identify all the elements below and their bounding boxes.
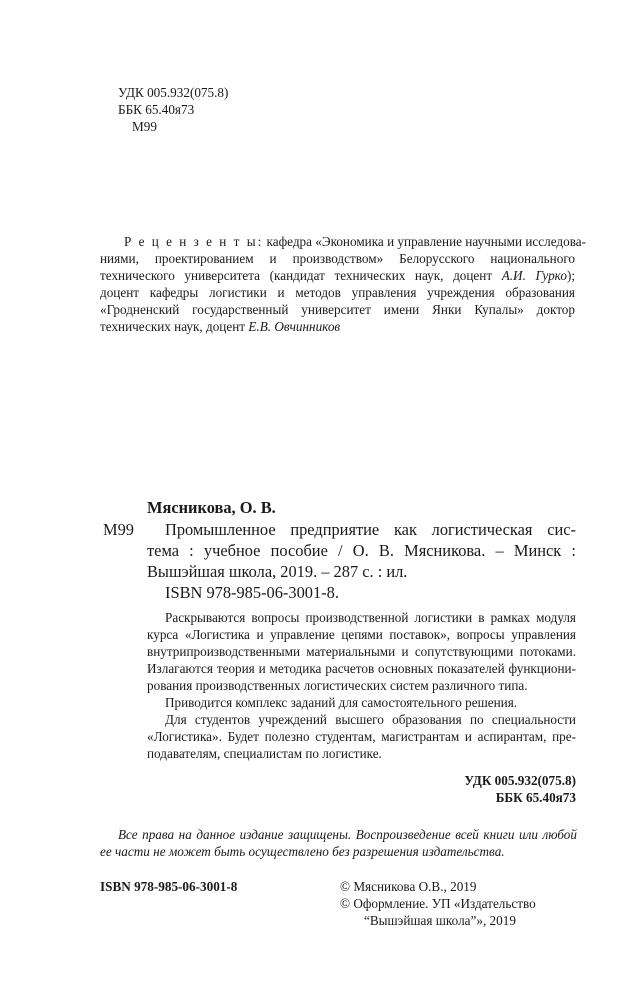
- bbk-code-bottom: ББК 65.40я73: [495, 790, 576, 805]
- bibliographic-record: [147, 519, 576, 603]
- annotation-p3-line-3: подавателям, специалистам по логистике.: [147, 746, 382, 761]
- footer-copyright: [340, 878, 536, 929]
- annotation-p1-line-2: курса «Логистика и управление цепями поставок», вопросы управления: [147, 627, 576, 642]
- annotation-p1-line-5: рования производственных логистических систем различного типа.: [147, 678, 528, 693]
- udk-code-bottom: УДК 005.932(075.8): [464, 773, 576, 788]
- annotation-p2: Приводится комплекс заданий для самостоятельного решения.: [165, 695, 518, 710]
- bibliographic-isbn: ISBN 978-985-06-3001-8.: [165, 583, 339, 602]
- copyright-design: © Оформление. УП «Издательство: [340, 896, 536, 911]
- bibliographic-line-1: Промышленное предприятие как логистическая сис-: [165, 520, 576, 539]
- copyright-author: © Мясникова О.В., 2019: [340, 879, 477, 894]
- reviewers-block: [100, 233, 586, 335]
- reviewers-line-1: Р е ц е н з е н т ы: кафедра «Экономика и управление научными исследова-: [124, 234, 586, 249]
- reviewer-name-gurko: А.И. Гурко: [501, 268, 567, 283]
- top-codes: [118, 84, 228, 135]
- reviewers-line-3: технического университета (кандидат технических наук, доцент А.И. Гурко);: [100, 268, 575, 283]
- bibliographic-line-2: тема : учебное пособие / О. В. Мясникова. – Минск :: [147, 541, 576, 560]
- bbk-code-top: ББК 65.40я73: [118, 102, 195, 117]
- reviewers-line-5: «Гродненский государственный университет имени Янки Купалы» доктор: [100, 302, 575, 317]
- reviewers-label: Р е ц е н з е н т ы:: [124, 234, 264, 249]
- author-mark-top: М99: [132, 119, 157, 134]
- bibliographic-mark: М99: [103, 520, 134, 539]
- copyright-publisher: “Вышэйшая школа”», 2019: [364, 913, 516, 928]
- annotation-p1-line-4: Излагаются теория и методика расчетов основных показателей функциони-: [147, 661, 576, 676]
- footer-isbn: ISBN 978-985-06-3001-8: [100, 879, 238, 894]
- rights-notice: [100, 826, 577, 860]
- annotation-block: [147, 609, 576, 762]
- reviewer-name-ovchinnikov: Е.В. Овчинников: [248, 319, 341, 334]
- bottom-codes: [464, 772, 576, 806]
- annotation-p1-line-1: Раскрываются вопросы производственной логистики в рамках модуля: [165, 610, 576, 625]
- reviewers-line-2: ниями, проектированием и производством» Белорусского национального: [100, 251, 575, 266]
- rights-line-1: Все права на данное издание защищены. Воспроизведение всей книги или любой: [118, 827, 577, 842]
- bibliographic-line-3: Вышэйшая школа, 2019. – 287 с. : ил.: [147, 562, 408, 581]
- annotation-p1-line-3: внутрипроизводственными материальными и сопутствующими потоками.: [147, 644, 576, 659]
- reviewers-line-6: технических наук, доцент Е.В. Овчинников: [100, 319, 341, 334]
- annotation-p3-line-2: «Логистика». Будет полезно студентам, магистрантам и аспирантам, пре-: [147, 729, 576, 744]
- udk-code-top: УДК 005.932(075.8): [118, 85, 229, 100]
- book-author: Мясникова, О. В.: [147, 498, 276, 517]
- annotation-p3-line-1: Для студентов учреждений высшего образования по специальности: [165, 712, 576, 727]
- reviewers-line-4: доцент кафедры логистики и методов управления учреждения образования: [100, 285, 575, 300]
- rights-line-2: ее части не может быть осуществлено без разрешения издательства.: [100, 844, 505, 859]
